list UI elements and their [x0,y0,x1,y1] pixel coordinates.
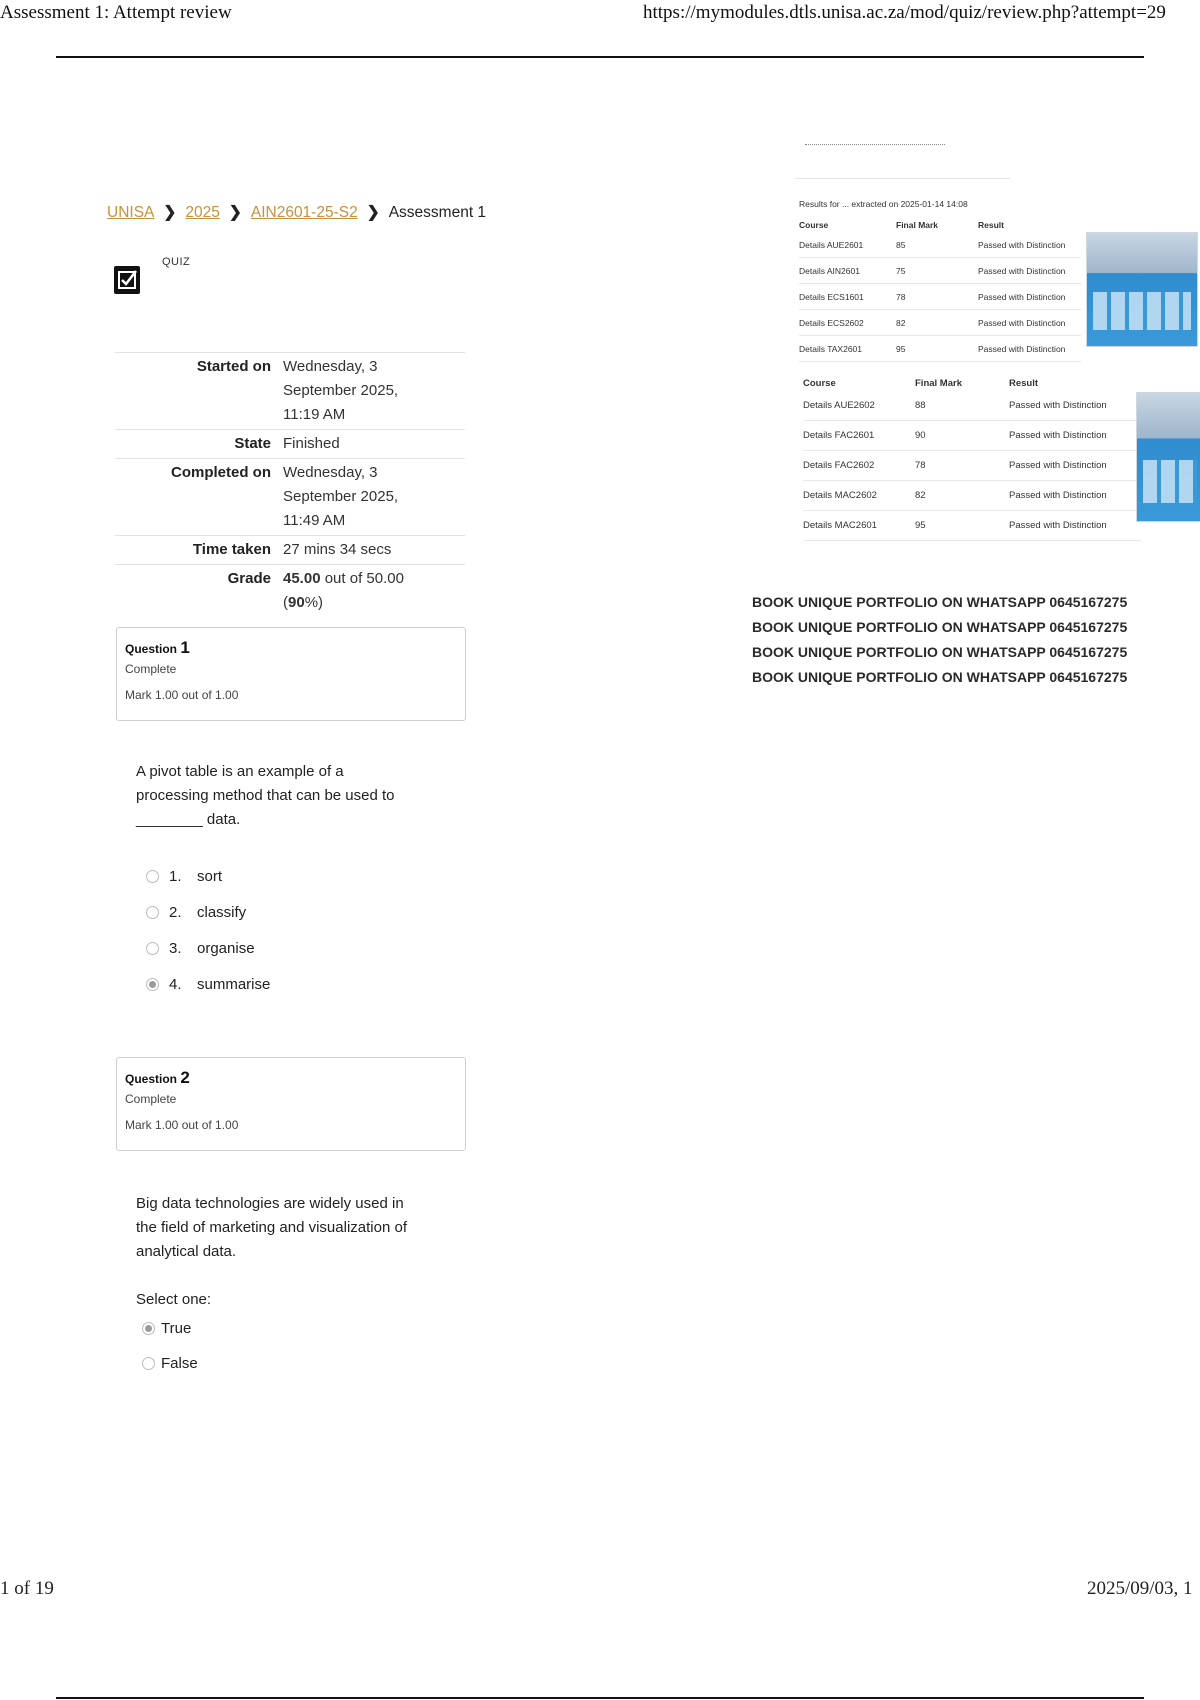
results-cell: Details FAC2601 [803,421,915,451]
results-cell: Details ECS1601 [799,284,896,310]
summary-key: Completed on [115,459,277,536]
results-cell: Details ECS2602 [799,310,896,336]
results-cell: 90 [915,421,1009,451]
summary-value [277,353,465,430]
radio-button[interactable] [142,1357,155,1370]
summary-key: Grade [115,565,277,618]
results-header-row [799,218,1081,232]
results-cell: 75 [896,258,978,284]
results-cell: Passed with Distinction [1009,451,1141,481]
answer-option-selected[interactable] [142,1318,191,1338]
question-title [125,638,465,658]
results-cell: Passed with Distinction [1009,511,1141,541]
results-row [799,284,1081,310]
option-number: 4. [169,975,182,993]
summary-value-line: September 2025, [283,488,399,505]
summary-value-line: Wednesday, 3 [283,358,378,375]
header-rule [56,56,1144,58]
print-footer-date: 2025/09/03, 1 [1087,1578,1193,1599]
results-cell: Passed with Distinction [1009,391,1141,421]
summary-key: State [115,430,277,459]
results-cell: 95 [915,511,1009,541]
results-row [803,511,1141,541]
results-cell: Details FAC2602 [803,451,915,481]
results-cell: 82 [896,310,978,336]
footer-rule [56,1697,1144,1699]
question-status: Complete [125,662,177,676]
question-status: Complete [125,1092,177,1106]
results-table-1 [799,218,1081,362]
breadcrumb [107,203,486,222]
option-number: 3. [169,939,182,957]
summary-key: Started on [115,353,277,430]
radio-button[interactable] [146,942,159,955]
question-text-line: analytical data. [136,1243,237,1260]
results-cell: Passed with Distinction [1009,421,1141,451]
promo-line: BOOK UNIQUE PORTFOLIO ON WHATSAPP 0645167275 [752,619,1128,635]
results-cell: 85 [896,232,978,258]
question-number: 1 [180,638,190,657]
results-row [803,421,1141,451]
results-cell: 78 [896,284,978,310]
promo-text-block [752,590,1127,690]
results-header: Result [978,220,1004,230]
grade-out-of: out of 50.00 [320,570,404,587]
results-header-row [803,375,1141,391]
promo-line: BOOK UNIQUE PORTFOLIO ON WHATSAPP 0645167275 [752,644,1128,660]
results-header: Course [799,220,829,230]
chevron-right-icon: ❯ [228,204,242,221]
answer-option[interactable] [146,866,222,886]
radio-button[interactable] [146,870,159,883]
results-cell: Details AUE2602 [803,391,915,421]
question-text-line: ________ data. [136,811,241,828]
results-cell: 82 [915,481,1009,511]
results-cell: Passed with Distinction [978,336,1081,362]
image-divider [805,144,945,147]
grade-paren: %) [304,594,324,611]
results-cell: Details AIN2601 [799,258,896,284]
results-cell: Details TAX2601 [799,336,896,362]
promo-thumbnail-image [1086,232,1198,347]
breadcrumb-link-course[interactable]: AIN2601-25-S2 [250,204,358,221]
option-label: True [161,1319,192,1337]
grade-score: 45.00 [283,570,321,587]
radio-button[interactable] [146,906,159,919]
option-label: sort [197,867,223,885]
question-title-label: Question [125,1072,178,1086]
results-cell: Details MAC2601 [803,511,915,541]
option-label: summarise [197,975,271,993]
select-one-label: Select one: [136,1291,212,1308]
promo-line: BOOK UNIQUE PORTFOLIO ON WHATSAPP 0645167275 [752,669,1128,685]
results-cell: Passed with Distinction [978,258,1081,284]
print-header-url: https://mymodules.dtls.unisa.ac.za/mod/quiz/review.php?attempt=29 [643,2,1166,23]
question-title [125,1068,465,1088]
print-footer-page: 1 of 19 [0,1578,54,1599]
summary-value: Finished [277,430,465,459]
summary-value [277,459,465,536]
results-row [799,232,1081,258]
promo-line: BOOK UNIQUE PORTFOLIO ON WHATSAPP 0645167275 [752,594,1128,610]
question-info-1 [116,627,466,721]
breadcrumb-link-unisa[interactable]: UNISA [107,204,155,221]
results-table-2 [803,375,1141,541]
results-caption: Results for ... extracted on 2025-01-14 14:08 [799,199,968,209]
answer-option-selected[interactable] [146,974,270,994]
results-header: Course [803,377,836,389]
summary-value [277,565,465,618]
question-text-line: processing method that can be used to [136,787,395,804]
option-number: 1. [169,867,182,885]
question-title-label: Question [125,642,178,656]
results-header: Final Mark [896,220,939,230]
question-text-line: Big data technologies are widely used in [136,1195,404,1212]
results-row [799,310,1081,336]
breadcrumb-link-year[interactable]: 2025 [185,204,220,221]
results-header: Result [1009,377,1039,389]
summary-key: Time taken [115,536,277,565]
results-row [803,481,1141,511]
summary-row-state [115,430,465,459]
results-cell: Passed with Distinction [978,284,1081,310]
summary-value-line: September 2025, [283,382,399,399]
promo-thumbnail-image [1136,392,1200,522]
checkbox-icon [113,265,141,295]
question-mark: Mark 1.00 out of 1.00 [125,1118,239,1132]
results-row [803,451,1141,481]
quiz-label: QUIZ [162,256,191,268]
radio-button-selected[interactable] [146,978,159,991]
grade-percent: 90 [288,594,305,611]
image-rule [795,178,1010,179]
results-cell: Passed with Distinction [1009,481,1141,511]
summary-row-grade [115,565,465,618]
answer-option[interactable] [142,1353,198,1373]
results-cell: Passed with Distinction [978,232,1081,258]
question-text-2 [136,1192,456,1264]
summary-row-time [115,536,465,565]
grade-paren: ( [283,594,288,611]
results-header: Final Mark [915,377,962,389]
question-info-2 [116,1057,466,1151]
results-screenshot-image [795,140,1200,550]
results-cell: 95 [896,336,978,362]
results-cell: Passed with Distinction [978,310,1081,336]
summary-value-line: 11:49 AM [283,512,346,529]
question-number: 2 [180,1068,190,1087]
results-row [799,258,1081,284]
radio-button-selected[interactable] [142,1322,155,1335]
summary-value-line: Wednesday, 3 [283,464,378,481]
summary-row-started [115,353,465,430]
option-number: 2. [169,903,182,921]
answer-option[interactable] [146,938,255,958]
print-header-title: Assessment 1: Attempt review [0,2,232,23]
breadcrumb-current: Assessment 1 [388,204,487,221]
option-label: organise [197,939,255,957]
summary-value-line: 11:19 AM [283,406,346,423]
question-text-line: the field of marketing and visualization of [136,1219,407,1236]
chevron-right-icon: ❯ [366,204,380,221]
results-row [803,391,1141,421]
summary-row-completed [115,459,465,536]
results-cell: Details MAC2602 [803,481,915,511]
summary-value: 27 mins 34 secs [277,536,465,565]
question-mark: Mark 1.00 out of 1.00 [125,688,239,702]
results-cell: Details AUE2601 [799,232,896,258]
results-cell: 78 [915,451,1009,481]
option-label: False [161,1354,198,1372]
attempt-summary-table [115,352,465,617]
question-text-line: A pivot table is an example of a [136,763,344,780]
answer-option[interactable] [146,902,246,922]
option-label: classify [197,903,247,921]
results-cell: 88 [915,391,1009,421]
chevron-right-icon: ❯ [163,204,177,221]
question-text-1 [136,760,436,832]
results-row [799,336,1081,362]
